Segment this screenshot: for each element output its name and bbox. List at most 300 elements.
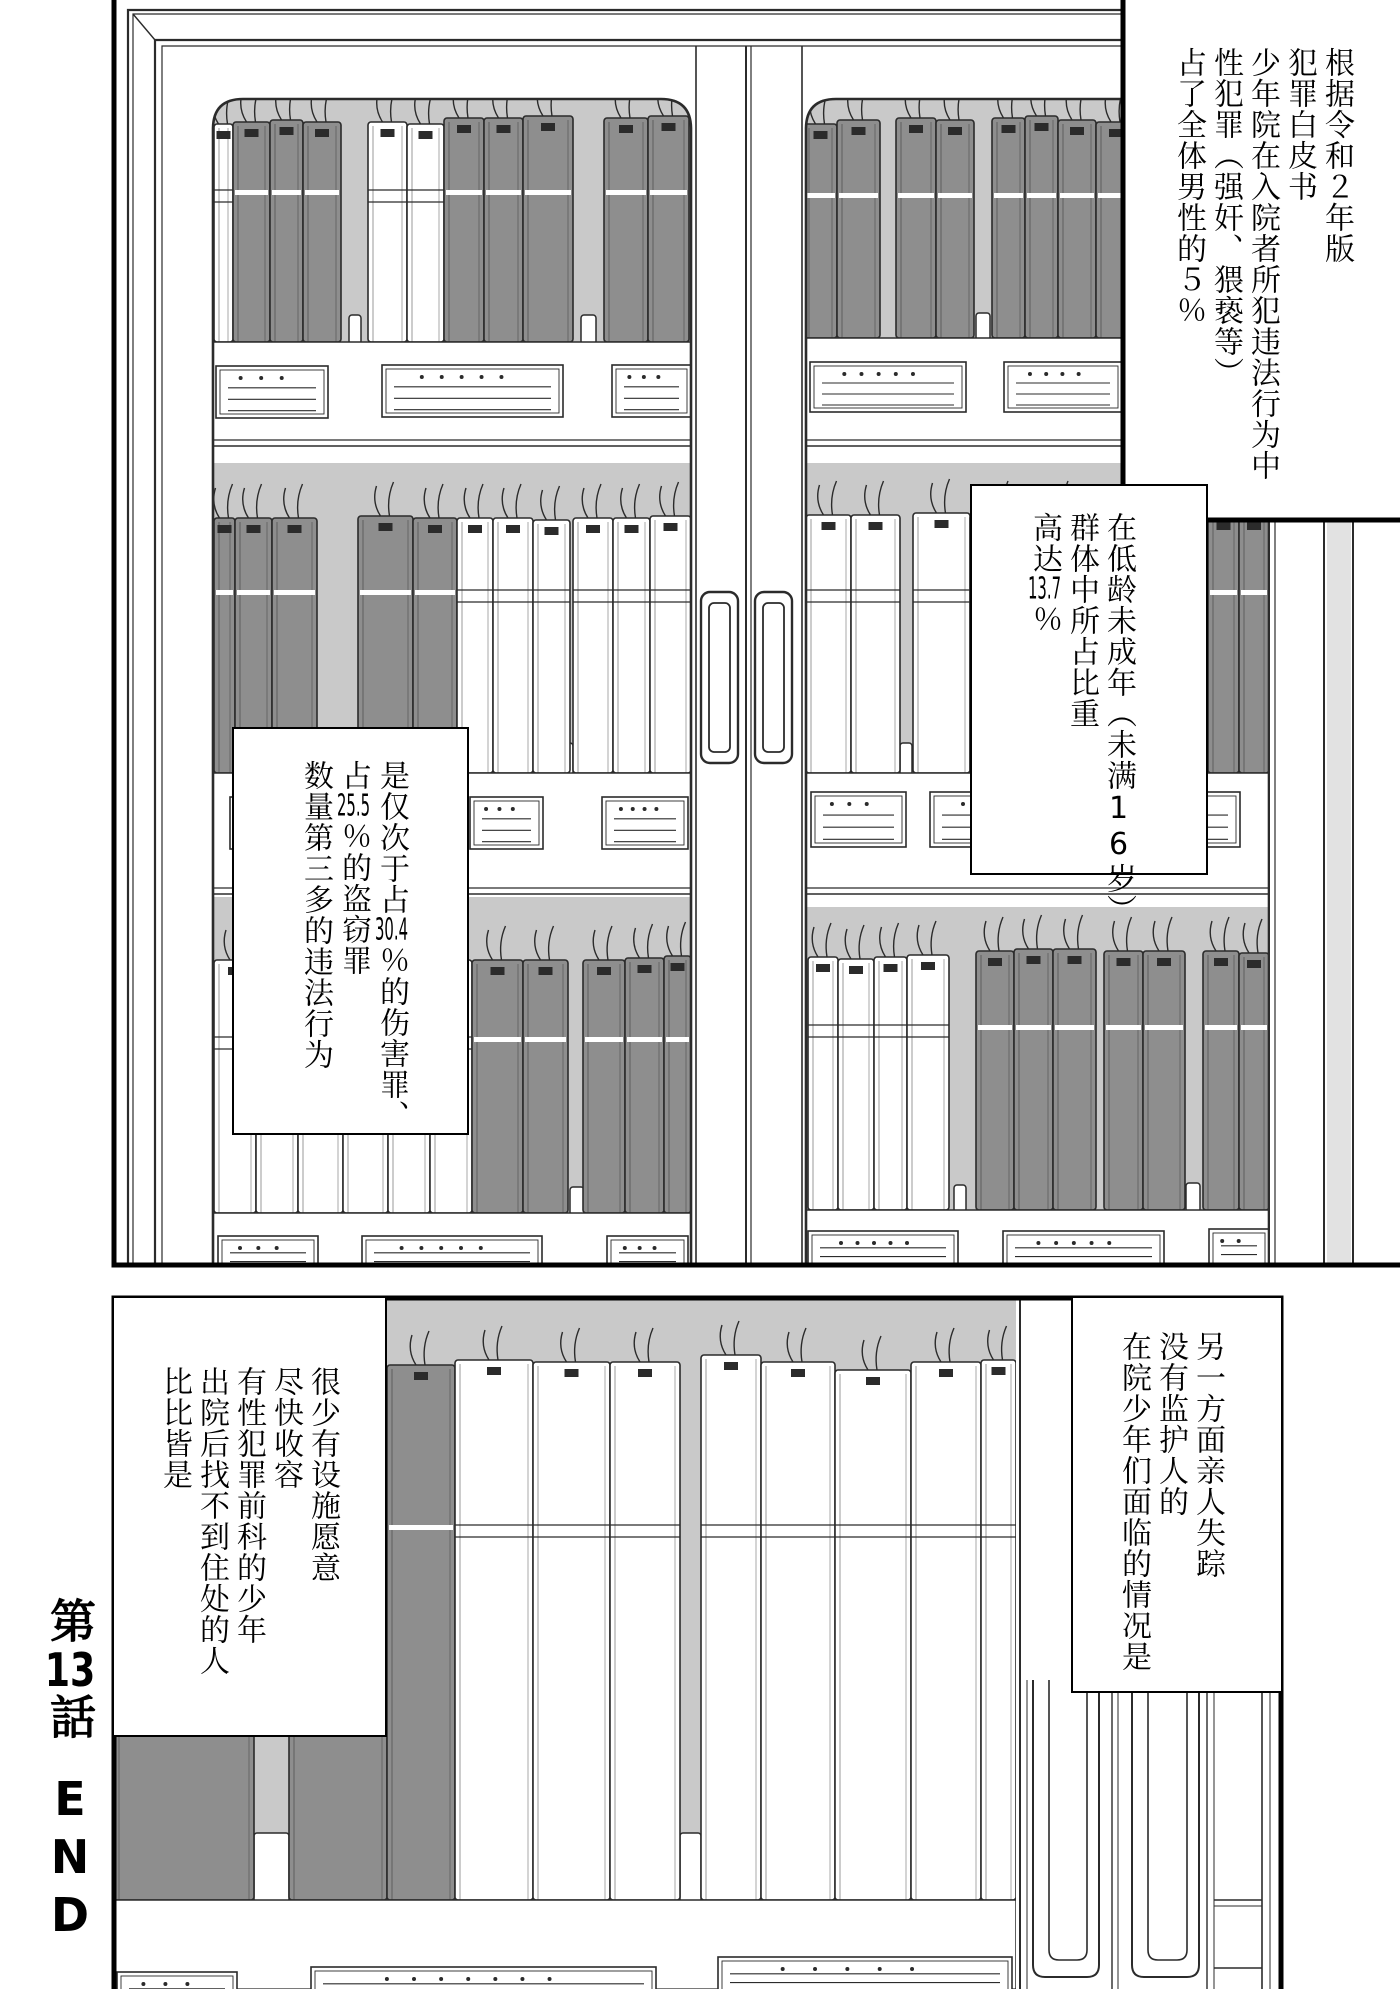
binder-spine <box>387 1365 455 1900</box>
binder-gray <box>625 924 664 1213</box>
label-dot <box>400 1246 404 1250</box>
binder-stripe <box>585 1037 623 1042</box>
binder-stripe <box>1027 193 1056 198</box>
caption-column: 另一方面亲人失踪 <box>1190 1331 1225 1579</box>
binder-stripe <box>650 190 687 195</box>
label-dot <box>865 802 869 806</box>
label-dot <box>911 372 915 376</box>
binder-label-tab <box>992 1367 1006 1375</box>
binder-spine <box>664 956 691 1213</box>
label-dot <box>419 1246 423 1250</box>
binder-label-tab <box>869 522 883 530</box>
label-plate-outer <box>117 1972 237 1989</box>
chapter-number: 13 <box>44 1647 96 1693</box>
binder-label-tab <box>457 125 471 133</box>
binder-white <box>533 486 570 773</box>
binder-spine <box>835 1370 911 1900</box>
binder-gray <box>1104 917 1143 1210</box>
caption-column: 性犯罪（强奸、猥亵等） <box>1208 47 1243 388</box>
binder-paper-edges <box>1213 481 1232 515</box>
binder-stripe <box>474 1037 521 1042</box>
binder-label-tab <box>288 525 302 533</box>
label-dot <box>1077 372 1081 376</box>
label-dot <box>845 1967 849 1971</box>
binder-stripe <box>1055 1025 1094 1030</box>
label-dot <box>280 376 284 380</box>
binder-white <box>650 482 691 773</box>
binder-spine <box>851 515 900 773</box>
caption-percentage: 13.7 <box>1028 574 1061 604</box>
binder-gray <box>583 926 625 1213</box>
binder-white <box>907 921 949 1210</box>
binder-spine <box>583 960 625 1213</box>
label-dot <box>830 802 834 806</box>
caption-column: 很少有设施愿意 <box>305 1366 340 1583</box>
binder-gray <box>444 84 484 342</box>
binder-spine <box>1014 949 1053 1210</box>
shelf-label-plate <box>470 797 543 849</box>
caption-column <box>1026 512 1063 925</box>
binder-spine <box>233 122 270 342</box>
binder-gray <box>936 86 974 338</box>
binder-gray <box>1096 88 1136 338</box>
caption-column: 根据令和２年版 <box>1319 47 1354 264</box>
binder-spine <box>484 118 523 342</box>
caption-percentage: 25.5 <box>337 791 370 821</box>
binder-label-tab <box>935 520 949 528</box>
narration-white-paper-note <box>1170 47 1355 481</box>
label-dot <box>656 375 660 379</box>
binder-spine <box>625 958 664 1213</box>
binder-label-tab <box>866 1377 880 1385</box>
door-frame-shade <box>1327 520 1351 1265</box>
binder-stripe <box>1060 193 1094 198</box>
binder-stripe <box>525 1037 566 1042</box>
label-plate-outer <box>718 1957 1012 1989</box>
binder-spine <box>610 1362 680 1900</box>
shelf-divider-post <box>349 315 361 344</box>
label-dot <box>638 1246 642 1250</box>
shelf-label-plate <box>612 365 691 417</box>
binder-spine <box>808 957 838 1210</box>
binder-stripe <box>666 1037 689 1042</box>
binder-spine <box>701 1355 761 1900</box>
label-dot <box>856 1241 860 1245</box>
binder-label-tab <box>939 1369 953 1377</box>
binder-spine <box>1104 951 1143 1210</box>
label-dot <box>259 376 263 380</box>
binder-label-tab <box>816 964 830 972</box>
binder-white <box>808 923 838 1210</box>
binder-label-tab <box>1247 960 1261 968</box>
label-dot <box>1107 1241 1111 1245</box>
binder-gray <box>1239 919 1269 1210</box>
binder-spine <box>650 516 691 773</box>
binder-stripe <box>389 1525 453 1530</box>
label-dot <box>239 376 243 380</box>
caption-segment: 群体中所占比重 <box>1064 512 1099 729</box>
binder-stripe <box>806 193 835 198</box>
binder-gray <box>303 88 341 342</box>
binder-spine <box>837 120 880 338</box>
binder-label-tab <box>814 131 828 139</box>
caption-segment: 是仅次于占 <box>374 760 409 915</box>
caption-column: 犯罪白皮书 <box>1282 47 1317 202</box>
caption-column: 比比皆是 <box>157 1366 192 1490</box>
caption-text <box>1026 512 1137 925</box>
shelf-divider-post <box>954 1185 966 1212</box>
binder-stripe <box>1016 1025 1051 1030</box>
binder-stripe <box>1145 1025 1183 1030</box>
caption-column <box>372 760 410 1131</box>
label-dot <box>497 807 501 811</box>
shelf-label-plate <box>117 1972 237 1989</box>
caption-column: 在院少年们面临的情况是 <box>1116 1331 1151 1672</box>
chapter-prefix: 第 <box>43 1597 97 1647</box>
label-dot <box>1044 372 1048 376</box>
label-dot <box>466 1977 470 1981</box>
binder-label-tab <box>1157 958 1171 966</box>
caption-segment: ％ <box>1027 604 1062 635</box>
binder-gray <box>523 82 573 342</box>
caption-segment: 在低龄未成年（未满 <box>1101 512 1136 791</box>
binder-white <box>573 484 613 773</box>
binder-spine <box>976 951 1014 1210</box>
caption-column <box>334 760 372 1131</box>
label-dot <box>1072 1241 1076 1245</box>
caption-column: 出院后找不到住处的人 <box>194 1366 229 1676</box>
binder-label-tab <box>497 125 511 133</box>
binder-label-tab <box>218 525 232 533</box>
binder-label-tab <box>1070 127 1084 135</box>
label-dot <box>439 1977 443 1981</box>
caption-column: 少年院在入院者所犯违法行为中 <box>1245 47 1280 481</box>
caption-box-offense-rank <box>232 727 469 1135</box>
label-dot <box>654 807 658 811</box>
label-dot <box>484 807 488 811</box>
shelf-label-plate <box>607 1236 688 1276</box>
label-dot <box>839 1241 843 1245</box>
binder-label-tab <box>909 125 923 133</box>
binder-white <box>835 1336 911 1900</box>
label-dot <box>619 807 623 811</box>
binder-spine <box>573 518 613 773</box>
binder-spine <box>493 518 533 773</box>
binder-label-tab <box>849 966 863 974</box>
binder-label-tab <box>379 523 393 531</box>
binder-label-tab <box>597 967 611 975</box>
binder-stripe <box>274 590 315 595</box>
label-dot <box>894 372 898 376</box>
caption-box-shelter-shortage <box>114 1298 387 1737</box>
binder-label-tab <box>988 958 1002 966</box>
binder-label-tab <box>545 527 559 535</box>
label-dot <box>1054 1241 1058 1245</box>
binder-label-tab <box>1247 522 1261 530</box>
binder-white <box>613 484 650 773</box>
binder-stripe <box>627 1037 662 1042</box>
caption-column: 有性犯罪前科的少年 <box>231 1366 266 1645</box>
caption-segment: 占 <box>336 760 371 791</box>
binder-paper-edges <box>1243 481 1262 515</box>
binder-stripe <box>1106 1025 1141 1030</box>
label-plate-outer <box>607 1236 688 1276</box>
label-dot <box>412 1977 416 1981</box>
caption-percentage: 30.4 <box>375 915 408 945</box>
binder-gray <box>804 90 837 338</box>
binder-stripe <box>305 190 339 195</box>
caption-segment: 高达 <box>1027 512 1062 574</box>
binder-label-tab <box>381 129 395 137</box>
binder-white <box>981 1326 1016 1900</box>
label-dot <box>1090 1241 1094 1245</box>
label-dot <box>847 802 851 806</box>
label-dot <box>889 1241 893 1245</box>
binder-label-tab <box>487 1367 501 1375</box>
caption-column <box>296 760 334 1131</box>
binder-spine <box>806 515 851 773</box>
binder-white <box>851 481 900 773</box>
shelf-divider-post <box>680 1833 701 1902</box>
chapter-number-label <box>44 1597 96 1743</box>
binder-label-tab <box>1117 958 1131 966</box>
binder-label-tab <box>664 523 678 531</box>
binder-gray <box>1053 915 1096 1210</box>
binder-spine <box>444 118 484 342</box>
binder-stripe <box>1138 193 1174 198</box>
binder-stripe <box>446 190 482 195</box>
binder-stripe <box>1210 590 1237 595</box>
shelf-divider-post <box>581 315 596 344</box>
binder-gray <box>387 1331 455 1900</box>
binder-gray <box>233 88 270 342</box>
binder-white <box>911 1328 981 1900</box>
binder-label-tab <box>1217 522 1231 530</box>
binder-label-tab <box>638 1369 652 1377</box>
shelf-divider-post <box>1186 1183 1200 1212</box>
binder-spine <box>523 960 568 1213</box>
binder-gray <box>837 86 880 338</box>
binder-stripe <box>415 590 455 595</box>
binder-gray <box>1014 915 1053 1210</box>
caption-number: 16 <box>1101 791 1136 863</box>
binder-stripe <box>237 590 270 595</box>
binder-white <box>610 1328 680 1900</box>
binder-label-tab <box>428 525 442 533</box>
binder-label-tab <box>625 525 639 533</box>
label-dot <box>511 807 515 811</box>
caption-box-no-guardian <box>1071 1298 1281 1693</box>
shelf-label-plate <box>810 362 966 412</box>
label-dot <box>256 1246 260 1250</box>
binder-spine <box>1096 122 1136 338</box>
binder-white <box>701 1321 761 1900</box>
caption-segment: ％的盗窃罪 <box>336 821 371 976</box>
label-dot <box>1028 372 1032 376</box>
binder-label-tab <box>921 962 935 970</box>
binder-label-tab <box>884 964 898 972</box>
label-dot <box>238 1246 242 1250</box>
caption-text <box>156 1366 341 1676</box>
binder-white <box>368 88 407 342</box>
caption-segment: ％的伤害罪、 <box>374 945 409 1131</box>
binder-stripe <box>1098 193 1134 198</box>
label-dot <box>627 375 631 379</box>
binder-white <box>213 90 233 342</box>
binder-gray <box>1143 917 1185 1210</box>
binder-gray <box>472 926 523 1213</box>
label-dot <box>1220 1239 1224 1243</box>
binder-label-tab <box>671 963 685 971</box>
binder-label-tab <box>491 967 505 975</box>
binder-label-tab <box>565 1369 579 1377</box>
label-dot <box>275 1246 279 1250</box>
binder-spine <box>911 1362 981 1900</box>
binder-stripe <box>235 190 268 195</box>
binder-stripe <box>272 190 301 195</box>
binder-label-tab <box>852 127 866 135</box>
binder-label-tab <box>822 522 836 530</box>
label-dot <box>905 1241 909 1245</box>
label-dot <box>185 1982 189 1986</box>
binder-label-tab <box>541 123 555 131</box>
binder-label-tab <box>315 129 329 137</box>
binder-white <box>407 90 444 342</box>
binder-white <box>761 1328 835 1900</box>
caption-column <box>1063 512 1100 925</box>
shelf-label-plate <box>218 1236 318 1276</box>
shelf-label-plate <box>362 1236 542 1276</box>
label-dot <box>653 1246 657 1250</box>
binder-spine <box>896 118 936 338</box>
binder-white <box>874 923 907 1210</box>
binder-gray <box>664 922 691 1213</box>
binder-stripe <box>898 193 934 198</box>
shelf-row <box>213 82 691 446</box>
binder-label-tab <box>539 967 553 975</box>
label-dot <box>1237 1239 1241 1243</box>
caption-column: 尽快收容 <box>268 1366 303 1490</box>
chapter-suffix: 話 <box>43 1693 97 1743</box>
binder-stripe <box>839 193 878 198</box>
binder-spine <box>472 960 523 1213</box>
binder-spine <box>761 1362 835 1900</box>
label-dot <box>631 807 635 811</box>
label-dot <box>479 1246 483 1250</box>
binder-spine <box>407 124 444 342</box>
binder-spine <box>455 1360 533 1900</box>
label-dot <box>842 372 846 376</box>
label-dot <box>163 1982 167 1986</box>
binder-label-tab <box>245 129 259 137</box>
caption-column <box>1100 512 1137 925</box>
binder-stripe <box>486 190 521 195</box>
binder-spine <box>1239 515 1269 773</box>
label-dot <box>878 1967 882 1971</box>
binder-white <box>838 925 874 1210</box>
binder-gray <box>1208 481 1239 773</box>
binder-stripe <box>1241 1025 1267 1030</box>
binder-label-tab <box>1035 123 1049 131</box>
binder-spine <box>533 1362 610 1900</box>
binder-stripe <box>606 190 646 195</box>
shelf-label-plate <box>1004 362 1122 412</box>
label-plate-outer <box>362 1236 542 1276</box>
binder-label-tab <box>638 965 652 973</box>
shelf-label-plate <box>811 792 906 847</box>
end-text: END <box>43 1772 97 1946</box>
label-dot <box>813 1967 817 1971</box>
shelf-label-plate <box>216 366 328 418</box>
binder-label-tab <box>1002 125 1016 133</box>
label-dot <box>493 1977 497 1981</box>
binder-label-tab <box>280 127 294 135</box>
binder-stripe <box>360 590 411 595</box>
binder-stripe <box>994 193 1023 198</box>
label-dot <box>1036 1241 1040 1245</box>
label-plate-outer <box>218 1236 318 1276</box>
binder-label-tab <box>948 127 962 135</box>
binder-label-tab <box>468 525 482 533</box>
caption-box-under16-share <box>970 484 1208 925</box>
shelf-label-plate <box>311 1967 656 1989</box>
caption-segment: 数量第三多的违法行为 <box>298 760 333 1070</box>
binder-white <box>533 1328 610 1900</box>
binder-paper-edges <box>1145 86 1164 120</box>
label-dot <box>548 1977 552 1981</box>
binder-spine <box>1239 953 1269 1210</box>
label-dot <box>1060 372 1064 376</box>
label-dot <box>499 375 503 379</box>
binder-label-tab <box>619 125 633 133</box>
binder-spine <box>214 124 233 342</box>
label-dot <box>642 375 646 379</box>
binder-label-tab <box>1214 958 1228 966</box>
label-dot <box>480 375 484 379</box>
caption-column: 没有监护人的 <box>1153 1331 1188 1517</box>
binder-label-tab <box>419 131 433 139</box>
shelf-divider-post <box>900 743 912 775</box>
label-dot <box>872 1241 876 1245</box>
binder-gray <box>1025 82 1058 338</box>
binder-spine <box>303 122 341 342</box>
binder-white <box>493 484 533 773</box>
label-dot <box>910 1967 914 1971</box>
binder-gray <box>648 82 689 342</box>
binder-gray <box>484 84 523 342</box>
binder-spine <box>604 118 648 342</box>
caption-segment: 岁） <box>1101 863 1136 925</box>
binder-spine <box>1058 120 1096 338</box>
shelf-divider-post <box>570 1187 584 1215</box>
binder-label-tab <box>506 525 520 533</box>
binder-gray <box>992 84 1025 338</box>
binder-spine <box>613 518 650 773</box>
label-dot <box>781 1967 785 1971</box>
binder-stripe <box>525 190 571 195</box>
label-dot <box>459 1246 463 1250</box>
binder-white <box>913 479 970 773</box>
binder-label-tab <box>414 1372 428 1380</box>
binder-stripe <box>1205 1025 1237 1030</box>
caption-text <box>1115 1331 1226 1672</box>
shelf-label-plate <box>602 797 688 849</box>
binder-label-tab <box>586 525 600 533</box>
binder-spine <box>523 116 573 342</box>
binder-gray <box>604 84 648 342</box>
chapter-end-label <box>44 1772 96 1946</box>
binder-label-tab <box>662 123 676 131</box>
